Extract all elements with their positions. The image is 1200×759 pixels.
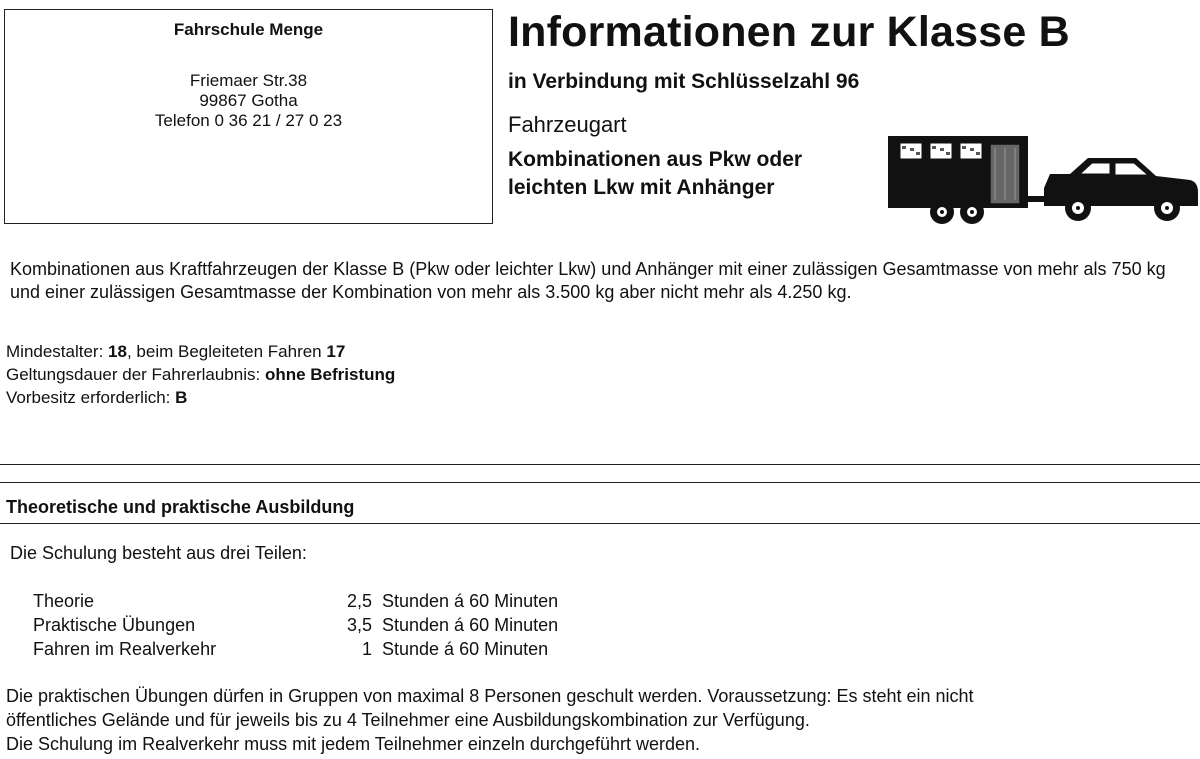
min-age-accompanied-value: 17 xyxy=(326,342,346,361)
min-age-mid: , beim Begleiteten Fahren xyxy=(126,342,327,361)
vehicle-type-line-2: leichten Lkw mit Anhänger xyxy=(508,176,775,199)
school-name: Fahrschule Menge xyxy=(173,20,324,39)
min-age-value: 18 xyxy=(108,342,127,361)
training-part-name: Theorie xyxy=(33,591,95,611)
training-note-line-1: Die praktischen Übungen dürfen in Gruppen von maximal 8 Personen geschult werden. Voraussetzung: Es steht ein nicht xyxy=(6,686,974,706)
training-part-unit: Stunden á 60 Minuten xyxy=(382,615,559,635)
training-note-line-3: Die Schulung im Realverkehr muss mit jedem Teilnehmer einzeln durchgeführt werden. xyxy=(6,734,700,754)
prior-license-line xyxy=(6,388,187,408)
section-heading: Theoretische und praktische Ausbildung xyxy=(6,497,355,517)
divider-bottom xyxy=(0,523,1200,524)
prior-license-label: Vorbesitz erforderlich: xyxy=(6,388,176,407)
page-title: Informationen zur Klasse B xyxy=(508,8,1070,56)
training-part-unit: Stunde á 60 Minuten xyxy=(382,639,549,659)
training-part-amount: 3,5 xyxy=(346,615,372,635)
training-note-line-2: öffentliches Gelände und für jeweils bis zu 4 Teilnehmer eine Ausbildungskombination zur Verfügung. xyxy=(6,710,810,730)
validity-line xyxy=(6,365,395,385)
training-intro: Die Schulung besteht aus drei Teilen: xyxy=(10,543,307,563)
min-age-label: Mindestalter: xyxy=(6,342,109,361)
school-city: 99867 Gotha xyxy=(199,91,298,110)
divider-top xyxy=(0,464,1200,465)
class-description: Kombinationen aus Kraftfahrzeugen der Klasse B (Pkw oder leichter Lkw) und Anhänger mit einer zulässigen Gesamtmasse von mehr als 750 kg und einer zulässigen Gesamtmasse der Kombination von mehr als 3.500 kg aber nicht mehr als 4.250 kg. xyxy=(10,259,1166,302)
school-address-box xyxy=(4,9,493,224)
validity-label: Geltungsdauer der Fahrerlaubnis: xyxy=(6,365,265,384)
vehicle-type-label: Fahrzeugart xyxy=(508,112,627,137)
training-part-name: Praktische Übungen xyxy=(33,615,196,635)
min-age-line xyxy=(6,342,345,362)
page-subtitle: in Verbindung mit Schlüsselzahl 96 xyxy=(508,70,860,93)
validity-value: ohne Befristung xyxy=(264,365,396,384)
training-part-name: Fahren im Realverkehr xyxy=(33,639,217,659)
training-part-amount: 2,5 xyxy=(346,591,372,611)
training-part-unit: Stunden á 60 Minuten xyxy=(382,591,559,611)
vehicle-type-value xyxy=(508,146,802,202)
vehicle-type-line-1: Kombinationen aus Pkw oder xyxy=(508,148,803,171)
prior-license-value: B xyxy=(175,388,188,407)
school-phone: Telefon 0 36 21 / 27 0 23 xyxy=(154,111,343,130)
divider-middle xyxy=(0,482,1200,483)
training-part-amount: 1 xyxy=(361,639,372,659)
school-street: Friemaer Str.38 xyxy=(189,71,308,90)
car-with-horse-trailer-icon xyxy=(884,134,1200,224)
